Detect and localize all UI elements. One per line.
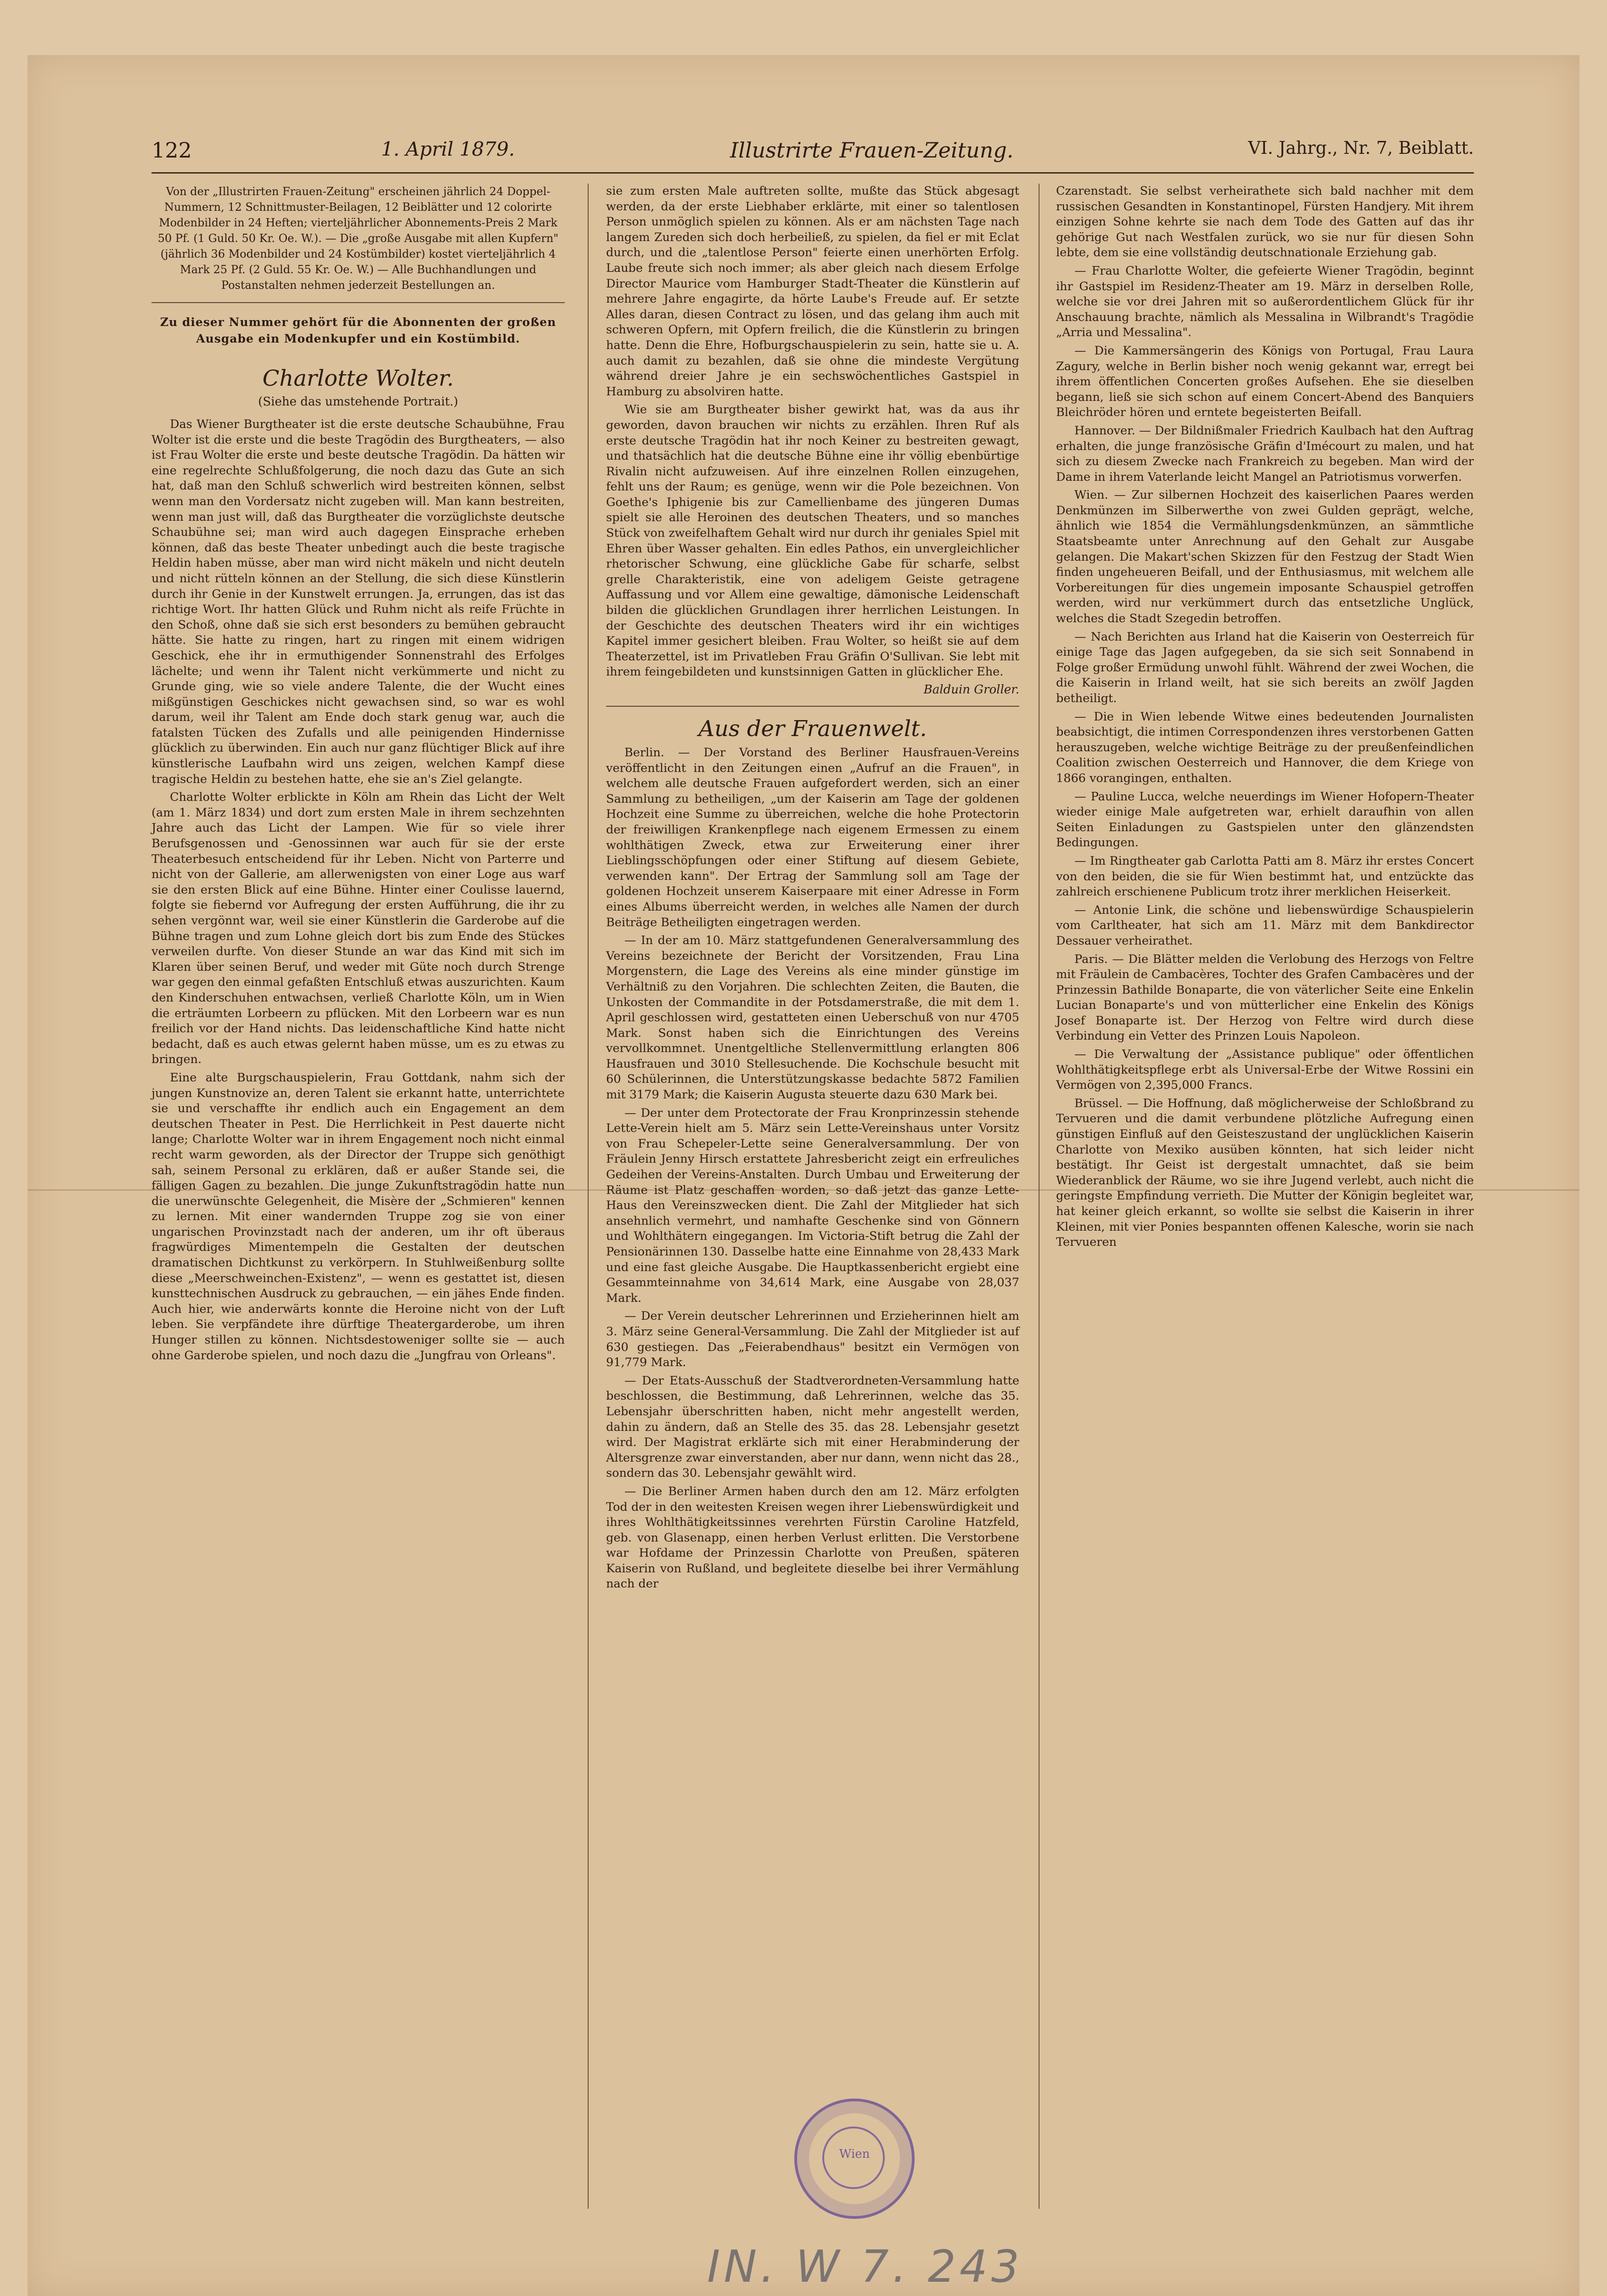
news-item: Czarenstadt. Sie selbst verheirathete sich bald nachher mit dem russischen Gesandten in Konstantinopel, Fürsten Handjery. Mit ihrem einzigen Sohne kehrte sie nach dem Tode des Gatten auf das ihr gehörige Gut nach Westfalen zurück, wo sie nur für diesen Sohn lebte, dem sie eine vollständig deutschnationale Erziehung gab.: [1056, 184, 1474, 260]
column-2: [606, 184, 1019, 1595]
news-item: — Die Berliner Armen haben durch den am 12. März erfolgten Tod der in den weitesten Kreisen wegen ihrer Liebenswürdigkeit und ihres Wohlthätigkeitssinnes verehrten Fürstin Caroline Hatzfeld, geb. von Glasenapp, einen herben Verlust erlitten. Die Verstorbene war Hofdame der Prinzessin Charlotte von Preußen, späteren Kaiserin von Rußland, und begleitete dieselbe bei ihrer Vermählung nach der: [606, 1484, 1019, 1591]
news-item: — Die Verwaltung der „Assistance publique" oder öffentlichen Wohlthätigkeitspflege erbt als Universal-Erbe der Witwe Rossini ein Vermögen von 2,395,000 Francs.: [1056, 1047, 1474, 1092]
page-number: 122: [152, 138, 192, 163]
article-paragraph: sie zum ersten Male auftreten sollte, mußte das Stück abgesagt werden, da der erste Liebhaber erklärte, mit einer so talentlosen Person unmöglich spielen zu können. Als er am nächsten Tage nach langem Zureden sich doch herbeiließ, zu spielen, da fiel er mit Eclat durch, und die „talentlose Person" feierte einen unerhörten Erfolg. Laube freute sich noch immer; als aber gleich nach diesem Erfolge Director Maurice vom Hamburger Stadt-Theater die Künstlerin auf mehrere Jahre engagirte, da hörte Laube's Freude auf. Er setzte Alles daran, diesen Contract zu lösen, und das gelang ihm auch mit schweren Opfern, mit Opfern freilich, die die Künstlerin zu bringen hatte. Denn die Ehre, Hofburgschauspielerin zu sein, hatte sie u. A. auch damit zu bezahlen, daß sie ohne die mindeste Vergütung während dreier Jahre je ein sechswöchentliches Gastspiel in Hamburg zu absolviren hatte.: [606, 184, 1019, 399]
news-item: — Der Etats-Ausschuß der Stadtverordneten-Versammlung hatte beschlossen, die Bestimmung, daß Lehrerinnen, welche das 35. Lebensjahr überschritten haben, nicht mehr angestellt werden, dahin zu ändern, daß an Stelle des 35. das 28. Lebensjahr gesetzt wird. Der Magistrat erklärte sich mit einer Herabminderung der Altersgrenze zwar einverstanden, aber nur dann, wenn nicht das 28., sondern das 30. Lebensjahr gewählt wird.: [606, 1373, 1019, 1480]
news-item: Wien. — Zur silbernen Hochzeit des kaiserlichen Paares werden Denkmünzen im Silberwerthe von zwei Gulden geprägt, welche, ähnlich wie 1854 die Vermählungsdenkmünzen, an sämmtliche Staatsbeamte unter Anrechnung auf den Gehalt zur Ausgabe gelangen. Die Makart'schen Skizzen für den Festzug der Stadt Wien finden ungeheueren Beifall, und der Enthusiasmus, mit welchem alle Vorbereitungen für dies ungemein imposante Schauspiel getroffen werden, wird nur verkümmert durch das entsetzliche Unglück, welches die Stadt Szegedin betroffen.: [1056, 488, 1474, 626]
library-stamp: [794, 2099, 915, 2219]
news-item: — Der unter dem Protectorate der Frau Kronprinzessin stehende Lette-Verein hielt am 5. März sein Lette-Vereinshaus unter Vorsitz von Frau Schepeler-Lette seine Generalversammlung. Der von Fräulein Jenny Hirsch erstattete Jahresbericht zeigt ein erfreuliches Gedeihen der Vereins-Anstalten. Durch Umbau und Erweiterung der Räume ist Platz geschaffen worden, so daß jetzt das ganze Lette-Haus den Vereinszwecken dient. Die Zahl der Mitglieder hat sich ansehnlich vermehrt, und namhafte Geschenke sind von Gönnern und Wohlthätern eingegangen. Im Victoria-Stift betrug die Zahl der Pensionärinnen 130. Dasselbe hatte eine Einnahme von 28,433 Mark und eine fast gleiche Ausgabe. Die Hauptkassenbericht ergiebt eine Gesammteinnahme von 34,614 Mark, eine Ausgabe von 28,037 Mark.: [606, 1106, 1019, 1305]
divider: [152, 302, 565, 303]
column-divider: [588, 184, 589, 2209]
news-item: — Im Ringtheater gab Carlotta Patti am 8. März ihr erstes Concert von den beiden, die sie für Wien bestimmt hat, und entzückte das zahlreich erschienene Publicum trotz ihrer merklichen Heiserkeit.: [1056, 854, 1474, 899]
news-item: — In der am 10. März stattgefundenen Generalversammlung des Vereins bezeichnete der Bericht der Vorsitzenden, Frau Lina Morgenstern, die Lage des Vereins als eine minder günstige im Verhältniß zu den Vorjahren. Die schlechten Zeiten, die Bauten, die Unkosten der Commandite in der Potsdamerstraße, die mit dem 1. April geschlossen wird, gestatteten einen Ueberschuß von nur 4705 Mark. Sonst haben sich die Einrichtungen des Vereins vervollkommnet. Unentgeltliche Stellenvermittlung erlangten 806 Hausfrauen und 3010 Stellesuchende. Die Kochschule besucht mit 60 Schülerinnen, die Unterstützungskasse bedachte 5872 Familien mit 3179 Mark; die Kaiserin Augusta steuerte dazu 630 Mark bei.: [606, 934, 1019, 1102]
author-signature: Balduin Groller.: [923, 683, 1019, 697]
news-item: Brüssel. — Die Hoffnung, daß möglicherweise der Schloßbrand zu Tervueren und die damit verbundene plötzliche Aufregung einen günstigen Einfluß auf den Geisteszustand der unglücklichen Kaiserin Charlotte von Mexiko ausüben könnten, hat sich leider nicht bestätigt. Ihr Geist ist dergestalt umnachtet, daß sie beim Wiederanblick der Räume, wo sie ihre Jugend verlebt, auch nicht die geringste Empfindung verrieth. Die Mutter der Königin begleitet war, hat keiner gleich erkannt, so wollte sie selbst die Kaiserin in ihrer Kleinen, mit vier Ponies bespannten offenen Kalesche, worin sie nach Tervueren: [1056, 1096, 1474, 1249]
news-item: Berlin. — Der Vorstand des Berliner Hausfrauen-Vereins veröffentlicht in den Zeitungen einen „Aufruf an die Frauen", in welchem alle deutsche Frauen aufgefordert werden, sich an einer Sammlung zu betheiligen, „um der Kaiserin am Tage der goldenen Hochzeit eine Summe zu überreichen, welche die hohe Protectorin der freiwilligen Krankenpflege nach eigenem Ermessen zu einem wohlthätigen Zweck, etwa zur Erweiterung einer ihrer Lieblingsschöpfungen oder einer Stiftung auf diesem Gebiete, verwenden kann". Der Ertrag der Sammlung soll am Tage der goldenen Hochzeit unserem Kaiserpaare mit einer Adresse in Form eines Albums überreicht werden, in welches alle Namen der durch Beiträge Betheiligten eingetragen werden.: [606, 746, 1019, 929]
column-3: [1056, 184, 1474, 1253]
article-paragraph: Wie sie am Burgtheater bisher gewirkt hat, was da aus ihr geworden, davon brauchen wir nichts zu erzählen. Ihren Ruf als erste deutsche Tragödin hat ihr noch Keiner zu bestreiten gewagt, und thatsächlich hat die deutsche Bühne eine ihr völlig ebenbürtige Rivalin nicht aufzuweisen. Auf ihre einzelnen Rollen einzugehen, fehlt uns der Raum; es genüge, wenn wir die Pole bezeichnen. Von Goethe's Iphigenie bis zur Camellienbame des jüngeren Dumas spielt sie alle Heroinen des deutschen Theaters, und so manches Stück von zweifelhaftem Gehalt wird nur durch ihr geniales Spiel mit Ehren über Wasser gehalten. Ein edles Pathos, ein unvergleichlicher rhetorischer Schwung, eine glückliche Gabe für scharfe, selbst grelle Charakteristik, eine von adeligem Geiste getragene Auffassung und vor Allem eine gewaltige, dämonische Leidenschaft bilden die glücklichen Grundlagen ihrer herrlichen Leistungen. In der Geschichte des deutschen Theaters wird ihr ein wichtiges Kapitel immer gesichert bleiben. Frau Wolter, so heißt sie auf dem Theaterzettel, ist im Privatleben Frau Gräfin O'Sullivan. Sie lebt mit ihrem feingebildeten und kunstsinnigen Gatten in glücklicher Ehe.: [606, 403, 1019, 679]
article-paragraph: Eine alte Burgschauspielerin, Frau Gottdank, nahm sich der jungen Kunstnovize an, deren Talent sie erkannt hatte, unterrichtete sie und verschaffte ihr endlich auch ein Engagement an dem deutschen Theater in Pest. Die Herrlichkeit in Pest dauerte nicht lange; Charlotte Wolter war in ihrem Engagement noch nicht einmal recht warm geworden, als der Director der Truppe sich genöthigt sah, seinem Personal zu erklären, daß er außer Stande sei, die fälligen Gagen zu bezahlen. Die junge Zukunftstragödin hatte nun die unerwünschte Gelegenheit, die Misère der „Schmieren" kennen zu lernen. Mit einer wandernden Truppe zog sie von einer ungarischen Provinzstadt nach der anderen, um ihr oft überaus fragwürdiges Mimentempeln die Gestalten der deutschen dramatischen Dichtkunst zu verkörpern. In Stuhlweißenburg sollte diese „Meerschweinchen-Existenz", — wenn es gestattet ist, diesen kunsttechnischen Ausdruck zu gebrauchen, — ein jähes Ende finden. Auch hier, wie anderwärts konnte die Heroine nicht von der Luft leben. Sie verpfändete ihre dürftige Theatergarderobe, um ihren Hunger stillen zu können. Nichtsdestoweniger sollte sie — auch ohne Garderobe spielen, und noch dazu die „Jungfrau von Orleans".: [152, 1070, 565, 1362]
article-paragraph: Das Wiener Burgtheater ist die erste deutsche Schaubühne, Frau Wolter ist die erste und die beste Tragödin des Burgtheaters, — also ist Frau Wolter die erste und beste deutsche Tragödin. Da hätten wir eine regelrechte Schlußfolgerung, die noch dazu das Gute an sich hat, daß man den Schluß schwerlich wird bestreiten können, selbst wenn man den Vordersatz nicht zugeben will. Man kann bestreiten, wenn man just will, daß das Burgtheater die vorzüglichste deutsche Schaubühne sei; man wird auch dagegen Einsprache erheben können, daß das beste Theater unbedingt auch die beste tragische Heldin haben müsse, aber man wird nicht mäkeln und nicht deuteln und nicht rütteln können an der Stellung, die sich diese Künstlerin durch ihr Genie in der Kunstwelt errungen. Ja, errungen, das ist das richtige Wort. Ihr hatten Glück und Ruhm nicht als reife Früchte in den Schoß, ohne daß sie sich erst besonders zu bemühen gebraucht hätte. Sie hatte zu ringen, hart zu ringen mit einem widrigen Geschick, ehe ihr in ermuthigender Sonnenstrahl des Erfolges lächelte; und wenn ihr Talent nicht verkümmerte und nicht zu Grunde ging, wie so viele andere Talente, die der Wucht eines mißgünstigen Geschickes nicht gewachsen sind, so war es wohl darum, weil ihr Talent am Ende doch stark genug war, auch die fatalsten Tücken des Zufalls und alle peinigenden Hindernisse glücklich zu überwinden. Ein auch nur ganz flüchtiger Blick auf ihre künstlerische Laufbahn wird uns zeigen, welchen Kampf diese tragische Heldin zu bestehen hatte, ehe sie an's Ziel gelangte.: [152, 417, 565, 786]
news-item: — Antonie Link, die schöne und liebenswürdige Schauspielerin vom Carltheater, hat sich am 11. März mit dem Bankdirector Dessauer verheirathet.: [1056, 903, 1474, 948]
article-paragraph: Charlotte Wolter erblickte in Köln am Rhein das Licht der Welt (am 1. März 1834) und dort zum ersten Male in ihrem sechzehnten Jahre auch das Licht der Lampen. Wie für so viele ihrer Berufsgenossen und -Genossinnen war auch für sie der erste Theaterbesuch entscheidend für ihr Leben. Nicht von Parterre und nicht von der Gallerie, am allerwenigsten von einer Loge aus warf sie den ersten Blick auf eine Bühne. Hinter einer Coulisse lauernd, folgte sie fiebernd vor Aufregung der ersten Aufführung, die ihr zu sehen vergönnt war, weil sie einer Künstlerin die Garderobe auf die Bühne tragen und zum Lohne gleich dort bis zum Ende des Stückes verweilen durfte. Von dieser Stunde an war das Kind mit sich im Klaren über seinen Beruf, und weder mit Güte noch durch Strenge war gegen den einmal gefaßten Entschluß etwas auszurichten. Kaum den Kinderschuhen entwachsen, verließ Charlotte Köln, um in Wien die erträumten Lorbeern zu pflücken. Mit den Lorbeern war es nun freilich vor der Hand nichts. Das leidenschaftliche Kind hatte nicht bedacht, daß es auch etwas gelernt haben müsse, um es zu etwas zu bringen.: [152, 790, 565, 1067]
column-1: [152, 184, 565, 1366]
shelfmark: IN. W 7. 243: [707, 2241, 1023, 2292]
news-item: — Die in Wien lebende Witwe eines bedeutenden Journalisten beabsichtigt, die intimen Correspondenzen ihres verstorbenen Gatten herauszugeben, welche wichtige Beiträge zu der preußenfeindlichen Coalition zwischen Oesterreich und Hannover, die dem Kriege von 1866 vorangingen, enthalten.: [1056, 709, 1474, 785]
news-item: — Pauline Lucca, welche neuerdings im Wiener Hofopern-Theater wieder einige Male aufgetreten war, erhielt daraufhin von allen Seiten Einladungen zu Gastspielen unter den glänzendsten Bedingungen.: [1056, 789, 1474, 850]
header-rule: [152, 172, 1474, 174]
news-item: — Die Kammersängerin des Königs von Portugal, Frau Laura Zagury, welche in Berlin bisher noch wenig gekannt war, erregt bei ihrem öffentlichen Concerten großes Aufsehen. Ehe sie dieselben begann, ließ sie sich schon auf einem Concert-Abend des Banquiers Bleichröder hören und erntete begeisterten Beifall.: [1056, 343, 1474, 420]
news-item: — Der Verein deutscher Lehrerinnen und Erzieherinnen hielt am 3. März seine General-Versammlung. Die Zahl der Mitglieder ist auf 630 gestiegen. Das „Feierabendhaus" besitzt ein Vermögen von 91,779 Mark.: [606, 1309, 1019, 1370]
section-title: Aus der Frauenwelt.: [698, 716, 927, 742]
divider: [606, 706, 1019, 707]
news-item: — Frau Charlotte Wolter, die gefeierte Wiener Tragödin, beginnt ihr Gastspiel im Residenz-Theater am 19. März in derselben Rolle, welche sie vor drei Jahren mit so außerordentlichem Glück für ihr Anschauung brachte, nämlich als Messalina in Wilbrandt's Tragödie „Arria und Messalina".: [1056, 264, 1474, 340]
article-subtitle: (Siehe das umstehende Portrait.): [258, 395, 458, 409]
subscription-info: Von der „Illustrirten Frauen-Zeitung" erscheinen jährlich 24 Doppel-Nummern, 12 Schnittmuster-Beilagen, 12 Beiblätter und 12 colorirte Modenbilder in 24 Heften; vierteljährlicher Abonnements-Preis 2 Mark 50 Pf. (1 Guld. 50 Kr. Oe. W.). — Die „große Ausgabe mit allen Kupfern" (jährlich 36 Modenbilder und 24 Kostümbilder) kostet vierteljährlich 4 Mark 25 Pf. (2 Guld. 55 Kr. Oe. W.) — Alle Buchhandlungen und Postanstalten nehmen jederzeit Bestellungen an.: [157, 185, 559, 292]
article-title: Charlotte Wolter.: [262, 366, 454, 391]
stamp-text: Wien: [839, 2147, 870, 2161]
news-item: — Nach Berichten aus Irland hat die Kaiserin von Oesterreich für einige Tage das Jagen aufgegeben, da sie sich seit Sonnabend in Folge großer Ermüdung unwohl fühlt. Während der zwei Wochen, die die Kaiserin in Irland weilt, hat sie sich bereits an zwölf Jagden betheiligt.: [1056, 630, 1474, 705]
volume-info: VI. Jahrg., Nr. 7, Beiblatt.: [1248, 138, 1474, 158]
news-item: Paris. — Die Blätter melden die Verlobung des Herzogs von Feltre mit Fräulein de Cambacères, Tochter des Grafen Cambacères und der Prinzessin Bathilde Bonaparte, die von väterlicher Seite eine Enkelin Lucian Bonaparte's und von mütterlicher eine Enkelin des Königs Josef Bonaparte ist. Der Herzog von Feltre wird durch diese Verbindung ein Vetter des Prinzen Louis Napoleon.: [1056, 952, 1474, 1043]
newspaper-title: Illustrirte Frauen-Zeitung.: [730, 138, 1014, 163]
page-header: [152, 138, 1474, 174]
supplement-notice: Zu dieser Nummer gehört für die Abonnenten der großen Ausgabe ein Modenkupfer und ein Kostümbild.: [160, 315, 556, 345]
news-item: Hannover. — Der Bildnißmaler Friedrich Kaulbach hat den Auftrag erhalten, die junge französische Gräfin d'Imécourt zu malen, und hat sich zu diesem Zwecke nach Frankreich zu begeben. Man wird der Dame in ihrem Vaterlande leicht Mangel an Patriotismus vorwerfen.: [1056, 423, 1474, 484]
issue-date: 1. April 1879.: [381, 138, 515, 160]
